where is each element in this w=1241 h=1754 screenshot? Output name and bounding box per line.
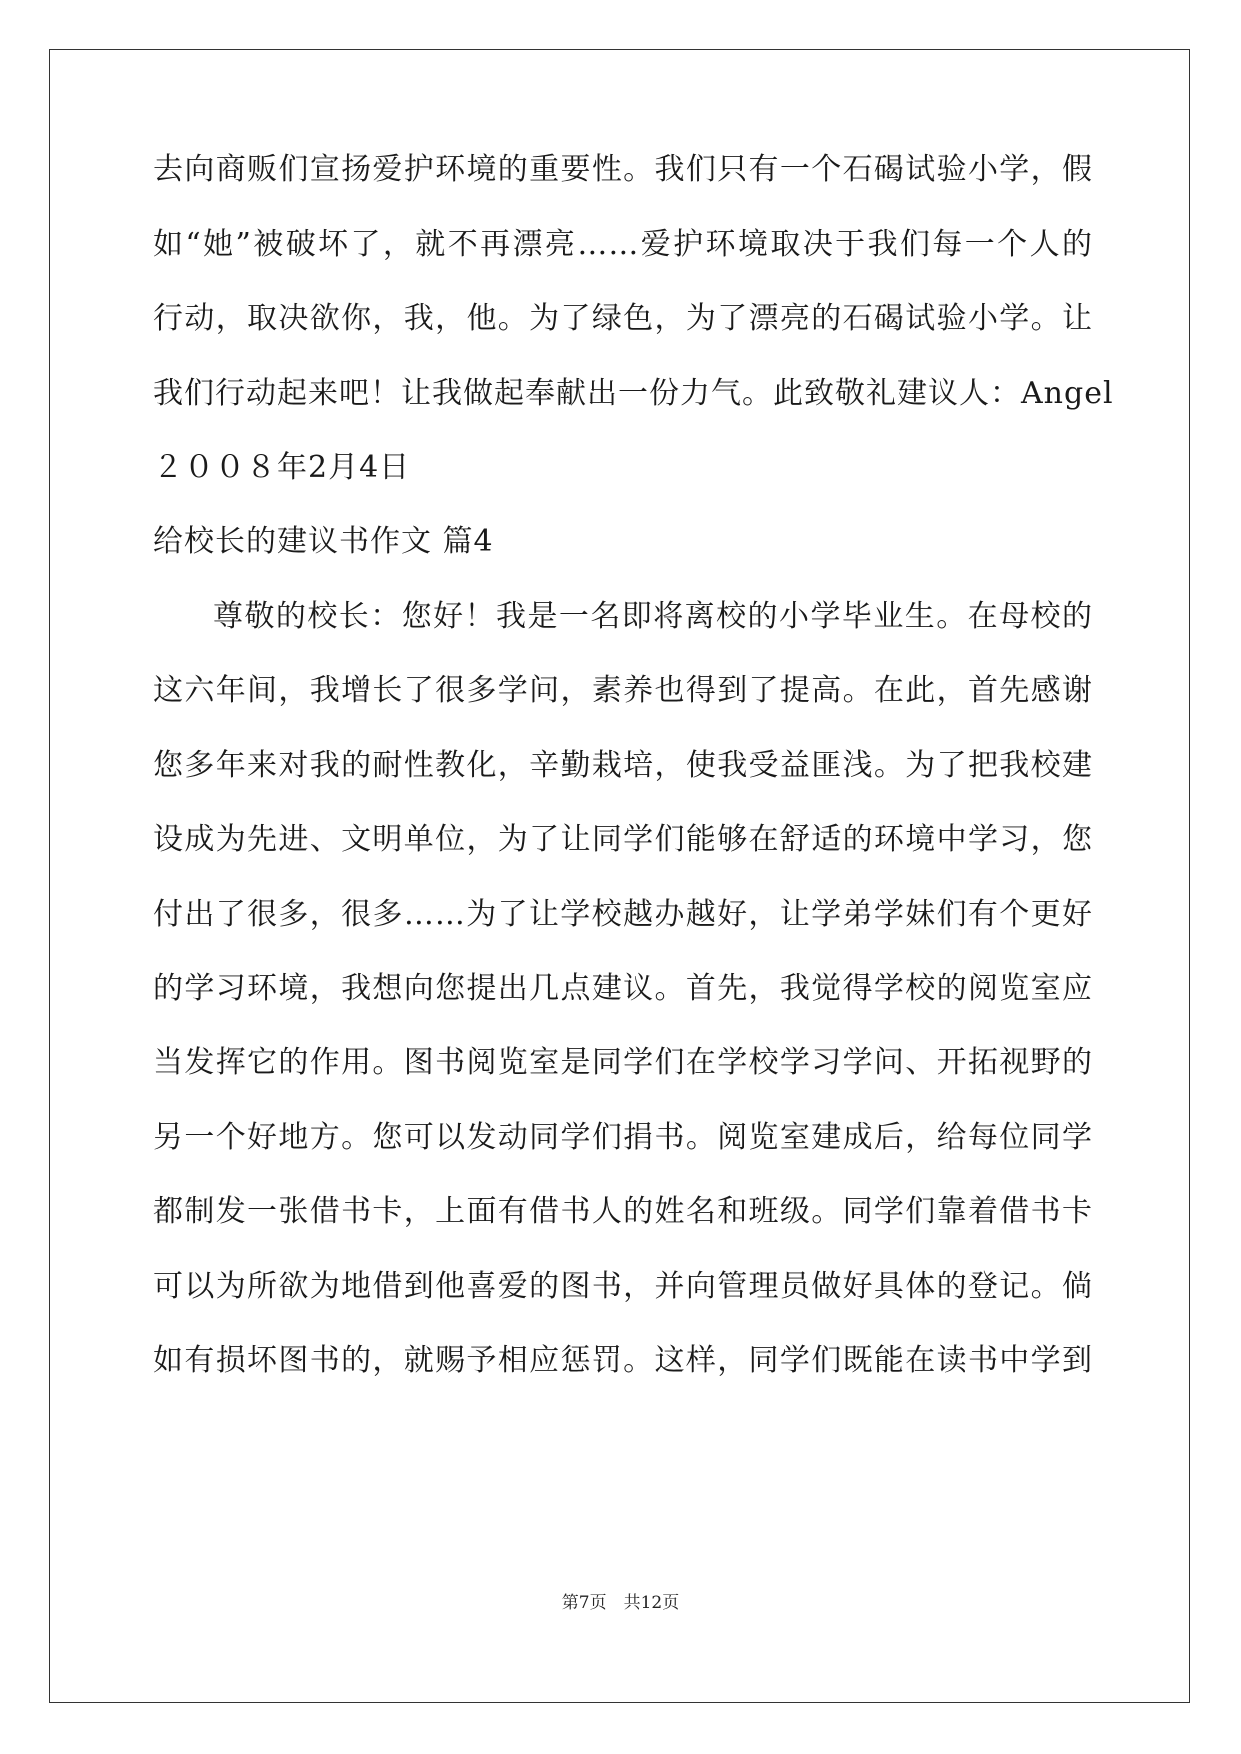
date-line: ２００８年2月4日 [153,450,411,485]
body-text-line: 尊敬的校长：您好！我是一名即将离校的小学毕业生。在母校的 [213,599,1093,634]
page-number-footer: 第7页 共12页 [561,1593,680,1613]
body-text-line: 设成为先进、文明单位，为了让同学们能够在舒适的环境中学习，您 [153,822,1093,857]
body-text-line: 这六年间，我增长了很多学问，素养也得到了提高。在此，首先感谢 [153,673,1093,708]
page-border [49,49,1190,1703]
body-text-line: 付出了很多，很多……为了让学校越办越好，让学弟学妹们有个更好 [153,897,1093,932]
body-text-line: 我们行动起来吧！让我做起奉献出一份力气。此致敬礼建议人：Angel [153,376,1114,411]
section-heading: 给校长的建议书作文 篇4 [153,524,494,559]
body-text-line: 去向商贩们宣扬爱护环境的重要性。我们只有一个石碣试验小学，假 [153,152,1093,187]
body-text-line: 都制发一张借书卡，上面有借书人的姓名和班级。同学们靠着借书卡 [153,1194,1093,1229]
body-text-line: 行动，取决欲你，我，他。为了绿色，为了漂亮的石碣试验小学。让 [153,301,1093,336]
body-text-line: 您多年来对我的耐性教化，辛勤栽培，使我受益匪浅。为了把我校建 [153,748,1093,783]
body-text-line: 另一个好地方。您可以发动同学们捐书。阅览室建成后，给每位同学 [153,1120,1093,1155]
body-text-line: 如有损坏图书的，就赐予相应惩罚。这样，同学们既能在读书中学到 [153,1343,1093,1378]
body-text-line: 的学习环境，我想向您提出几点建议。首先，我觉得学校的阅览室应 [153,971,1093,1006]
body-text-line: 当发挥它的作用。图书阅览室是同学们在学校学习学问、开拓视野的 [153,1045,1093,1080]
body-text-line: 可以为所欲为地借到他喜爱的图书，并向管理员做好具体的登记。倘 [153,1269,1093,1304]
body-text-line: 如“她”被破坏了，就不再漂亮……爱护环境取决于我们每一个人的 [153,227,1093,262]
